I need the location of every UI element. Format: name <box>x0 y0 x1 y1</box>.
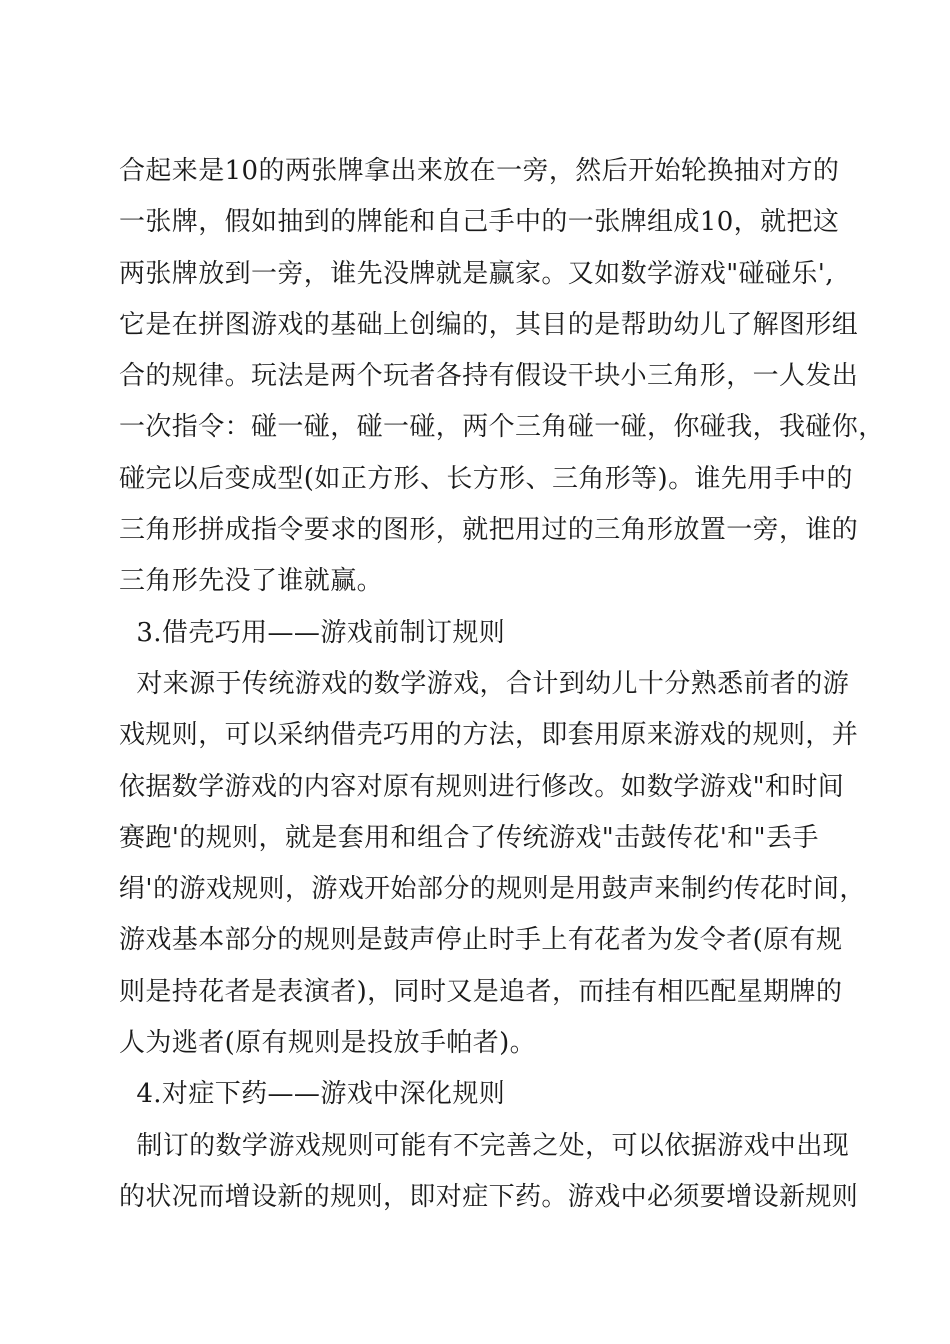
section-heading: 3.借壳巧用——游戏前制订规则 <box>119 617 506 648</box>
text-line: 合起来是10的两张牌拿出来放在一旁，然后开始轮换抽对方的 <box>119 156 840 186</box>
text-line: 它是在拼图游戏的基础上创编的，其目的是帮助幼儿了解图形组 <box>119 309 859 340</box>
text-line: 的状况而增设新的规则，即对症下药。游戏中必须要增设新规则 <box>119 1181 859 1212</box>
body-text <box>119 146 885 1223</box>
text-line: 三角形先没了谁就赢。 <box>119 566 384 597</box>
text-line: 依据数学游戏的内容对原有规则进行修改。如数学游戏"和时间 <box>119 771 845 802</box>
text-line: 则是持花者是表演者)，同时又是追者，而挂有相匹配星期牌的 <box>119 976 843 1007</box>
text-line: 戏规则，可以采纳借壳巧用的方法，即套用原来游戏的规则，并 <box>119 720 859 751</box>
text-line: 三角形拼成指令要求的图形，就把用过的三角形放置一旁，谁的 <box>119 515 859 546</box>
section-heading: 4.对症下药——游戏中深化规则 <box>119 1079 506 1110</box>
text-line: 对来源于传统游戏的数学游戏，合计到幼儿十分熟悉前者的游 <box>119 668 850 699</box>
text-line: 碰完以后变成型(如正方形、长方形、三角形等)。谁先用手中的 <box>119 463 853 494</box>
text-line: 游戏基本部分的规则是鼓声停止时手上有花者为发令者(原有规 <box>119 925 843 956</box>
text-line: 合的规律。玩法是两个玩者各持有假设干块小三角形，一人发出 <box>119 361 859 392</box>
text-line: 赛跑'的规则，就是套用和组合了传统游戏"击鼓传花'和"丢手 <box>119 822 819 853</box>
text-line: 制订的数学游戏规则可能有不完善之处，可以依据游戏中出现 <box>119 1130 850 1161</box>
text-line: 一次指令：碰一碰，碰一碰，两个三角碰一碰，你碰我，我碰你， <box>119 412 885 443</box>
text-line: 一张牌，假如抽到的牌能和自己手中的一张牌组成10，就把这 <box>119 207 840 238</box>
text-line: 绢'的游戏规则，游戏开始部分的规则是用鼓声来制约传花时间， <box>119 874 866 905</box>
text-line: 两张牌放到一旁，谁先没牌就是赢家。又如数学游戏"碰碰乐', <box>119 258 834 289</box>
text-line: 人为逃者(原有规则是投放手帕者)。 <box>119 1028 537 1059</box>
